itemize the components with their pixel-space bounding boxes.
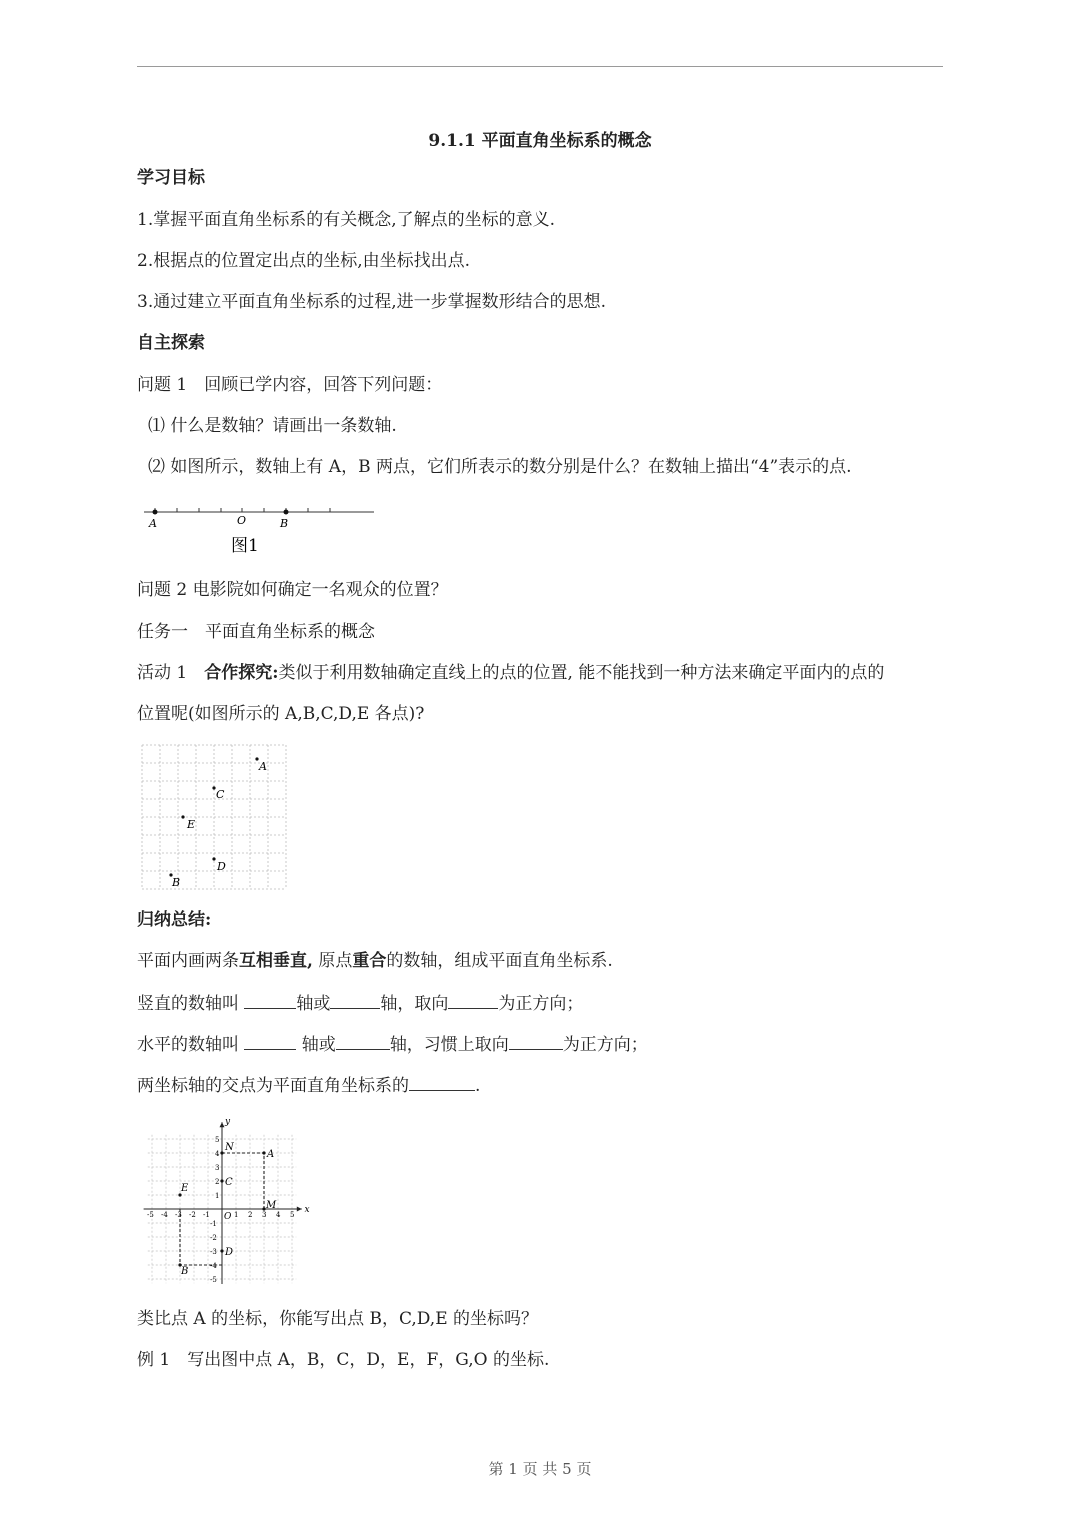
page-footer: 第 1 页 共 5 页 [488, 1460, 592, 1478]
summary-text: 为正方向； [498, 994, 584, 1014]
x-tick-label: 5 [290, 1211, 295, 1219]
x-tick-label: -1 [203, 1211, 210, 1219]
summary-text: 竖直的数轴叫 [137, 994, 245, 1014]
activity-1-prefix: 活动 1 [137, 663, 205, 683]
summary-line-2 [137, 992, 583, 1015]
point-c-dot [220, 1179, 223, 1182]
y-tick-label: 5 [215, 1136, 220, 1144]
x-tick-label: 1 [234, 1211, 239, 1219]
fill-blank[interactable] [244, 992, 296, 1009]
figure-1-caption: 图1 [231, 536, 259, 556]
point-a-label: A [267, 1149, 275, 1160]
point-m-label: M [266, 1200, 277, 1211]
origin-label: O [224, 1212, 232, 1222]
summary-line-4 [137, 1074, 480, 1097]
summary-text: 为正方向； [562, 1035, 648, 1055]
summary-text: 原点 [312, 951, 353, 971]
y-tick-label: -5 [210, 1276, 217, 1284]
point-d-dot [212, 857, 215, 860]
coordinate-plane-figure [140, 1112, 310, 1284]
y-tick-label: -2 [210, 1234, 217, 1242]
section-goals-heading: 学习目标 [137, 168, 205, 188]
summary-text: 平面内画两条 [137, 951, 239, 971]
point-e-label: E [187, 818, 196, 831]
summary-text: 水平的数轴叫 [137, 1035, 245, 1055]
summary-text: 的数轴，组成平面直角坐标系. [386, 951, 613, 971]
x-tick-label: -2 [189, 1211, 196, 1219]
point-b-label: B [181, 1266, 189, 1277]
goal-item-2: 2.根据点的位置定出点的坐标,由坐标找出点. [137, 251, 471, 271]
points-grid-figure [140, 743, 290, 891]
y-tick-label: -3 [210, 1248, 217, 1256]
point-e-dot [181, 815, 184, 818]
summary-text: 轴或 [296, 1035, 336, 1055]
question-2: 问题 2 电影院如何确定一名观众的位置？ [137, 580, 448, 600]
y-axis-label: y [225, 1117, 231, 1128]
point-c-label: C [216, 788, 225, 801]
goal-item-1: 1.掌握平面直角坐标系的有关概念,了解点的坐标的意义. [137, 210, 556, 230]
y-tick-label: 4 [215, 1150, 220, 1158]
point-a-dot [153, 510, 158, 515]
x-axis-arrow [297, 1207, 302, 1212]
point-b-label: B [172, 876, 181, 889]
y-tick-label: -4 [210, 1262, 217, 1270]
task-1-heading: 任务一 平面直角坐标系的概念 [137, 622, 375, 642]
summary-text: 两坐标轴的交点为平面直角坐标系的 [137, 1076, 409, 1096]
point-d-dot [220, 1249, 223, 1252]
fill-blank[interactable] [448, 992, 498, 1009]
point-n-label: N [225, 1142, 234, 1153]
question-1-part-2: ⑵ 如图所示，数轴上有 A，B 两点，它们所表示的数分别是什么？在数轴上描出“4”表示的点. [148, 457, 852, 477]
summary-emphasis: 重合 [352, 951, 387, 971]
number-line-figure [140, 500, 380, 562]
x-axis-label: x [304, 1205, 310, 1215]
y-axis-arrow [220, 1122, 225, 1127]
summary-text: . [475, 1076, 481, 1096]
point-d-label: D [217, 860, 226, 873]
header-rule [137, 66, 943, 67]
summary-text: 轴或 [296, 994, 331, 1014]
example-1: 例 1 写出图中点 A，B，C，D，E，F，G,O 的坐标. [137, 1350, 550, 1370]
origin-label: O [237, 514, 247, 527]
summary-line-1 [137, 950, 613, 972]
section-explore-heading: 自主探索 [137, 333, 205, 353]
point-c-label: C [225, 1177, 233, 1188]
y-tick-label: -1 [210, 1220, 217, 1228]
point-a-dot [262, 1151, 265, 1154]
summary-emphasis: 互相垂直, [239, 951, 313, 971]
y-tick-label: 1 [215, 1192, 220, 1200]
x-tick-label: 4 [276, 1211, 281, 1219]
activity-1 [137, 662, 884, 684]
point-n-dot [220, 1151, 223, 1154]
x-tick-label: -3 [175, 1211, 182, 1219]
point-b-label: B [280, 517, 289, 530]
point-a-label: A [259, 760, 267, 773]
x-tick-label: -4 [161, 1211, 168, 1219]
fill-blank[interactable] [330, 992, 380, 1009]
summary-heading: 归纳总结: [137, 910, 212, 930]
summary-text: 轴，取向 [380, 994, 449, 1014]
activity-1-continued: 位置呢(如图所示的 A,B,C,D,E 各点)? [137, 704, 425, 724]
x-tick-label: 2 [248, 1211, 253, 1219]
activity-1-label: 合作探究: [204, 663, 279, 683]
y-tick-label: 2 [215, 1178, 220, 1186]
fill-blank[interactable] [336, 1033, 390, 1050]
summary-line-3 [137, 1033, 648, 1056]
page-title: 9.1.1 平面直角坐标系的概念 [428, 131, 652, 151]
activity-1-text: 类似于利用数轴确定直线上的点的位置, 能不能找到一种方法来确定平面内的点的 [278, 663, 885, 683]
summary-text: 轴，习惯上取向 [389, 1035, 509, 1055]
point-a-label: A [149, 517, 157, 530]
x-tick-label: -5 [147, 1211, 154, 1219]
point-b-dot [284, 510, 289, 515]
y-tick-label: 3 [215, 1164, 220, 1172]
point-e-label: E [181, 1183, 189, 1194]
goal-item-3: 3.通过建立平面直角坐标系的过程,进一步掌握数形结合的思想. [137, 292, 607, 312]
fill-blank[interactable] [509, 1033, 563, 1050]
question-1-part-1: ⑴ 什么是数轴？请画出一条数轴. [148, 416, 397, 436]
point-d-label: D [225, 1247, 234, 1258]
fill-blank[interactable] [409, 1074, 475, 1091]
fill-blank[interactable] [244, 1033, 296, 1050]
analogy-question: 类比点 A 的坐标，你能写出点 B，C,D,E 的坐标吗？ [137, 1309, 539, 1329]
question-1: 问题 1 回顾已学内容，回答下列问题： [137, 375, 443, 395]
x-tick-label: 3 [262, 1211, 267, 1219]
